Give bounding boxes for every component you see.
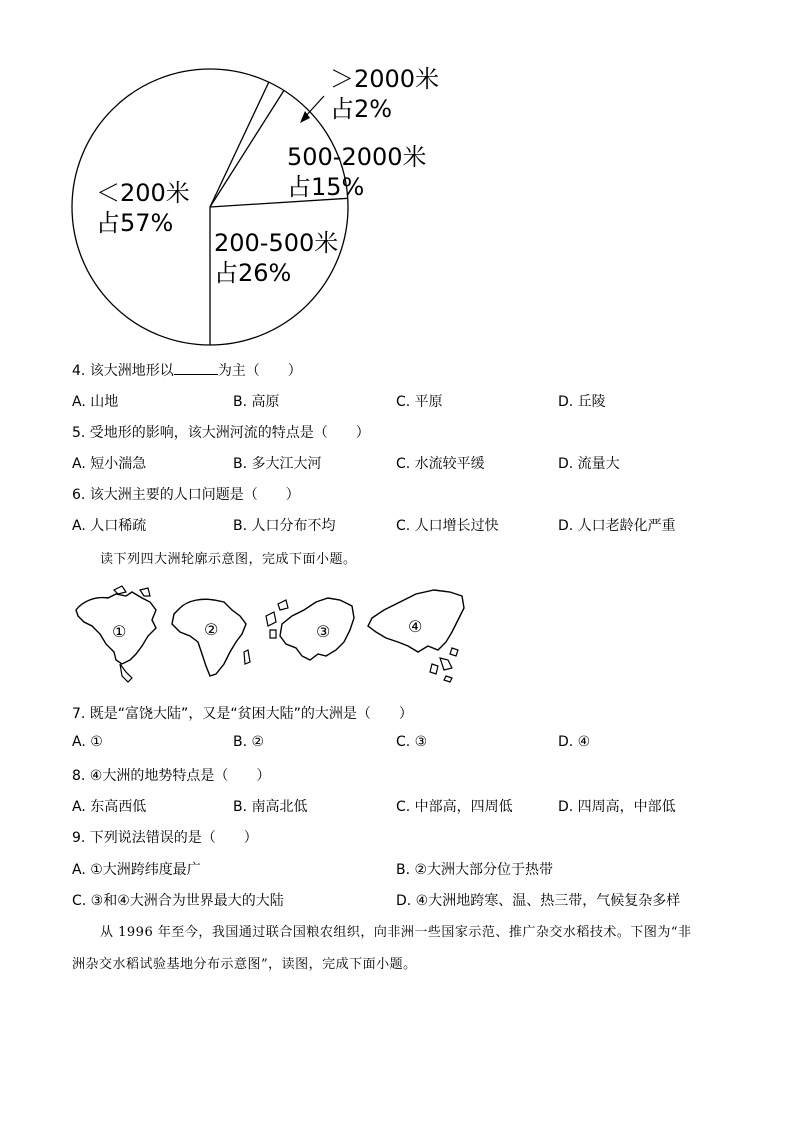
q5-option-c: C. 水流较平缓: [396, 456, 485, 472]
q6-option-d: D. 人口老龄化严重: [558, 518, 676, 534]
q7-option-a: A. ①: [72, 734, 103, 750]
intro-rice-line1: 从 1996 年至今，我国通过联合国粮农组织，向非洲一些国家示范、推广杂交水稻技术。下图为“非: [100, 925, 692, 940]
q9-option-d: D. ④大洲地跨寒、温、热三带，气候复杂多样: [396, 893, 681, 909]
q8-option-d: D. 四周高，中部低: [558, 799, 676, 815]
q4-option-b: B. 高原: [233, 394, 280, 410]
q6-option-a: A. 人口稀疏: [72, 518, 147, 534]
pie-label-gt2000-range: ＞2000米: [330, 65, 440, 93]
map-label-4: ④: [408, 617, 423, 636]
q8-option-b: B. 南高北低: [233, 799, 308, 815]
continent-maps: [60, 580, 480, 690]
q5-option-a: A. 短小湍急: [72, 456, 147, 472]
pie-boundary-lt200-gt2000: [210, 82, 269, 207]
pie-label-gt2000-pct: 占2%: [330, 95, 393, 123]
q4-option-d: D. 丘陵: [558, 394, 606, 410]
map-label-1: ①: [112, 622, 127, 641]
map-label-2: ②: [204, 620, 219, 639]
question-6: 6. 该大洲主要的人口问题是（ ）: [72, 487, 300, 503]
q7-option-c: C. ③: [396, 734, 428, 750]
pie-label-500-2000-range: 500-2000米: [287, 143, 427, 171]
pie-label-200-500-range: 200-500米: [214, 229, 339, 257]
question-8: 8. ④大洲的地势特点是（ ）: [72, 768, 271, 784]
map-label-3: ③: [316, 622, 331, 641]
q8-option-a: A. 东高西低: [72, 799, 147, 815]
q4-option-c: C. 平原: [396, 394, 443, 410]
pie-chart: [0, 0, 794, 360]
intro-rice-line2: 洲杂交水稻试验基地分布示意图”，读图，完成下面小题。: [72, 957, 417, 972]
map-north-america: [76, 586, 156, 682]
pie-boundary-gt2000-500-2000: [210, 91, 284, 208]
q9-option-c: C. ③和④大洲合为世界最大的大陆: [72, 893, 284, 909]
question-4-stem-b: 为主（ ）: [217, 363, 302, 379]
q7-option-b: B. ②: [233, 734, 265, 750]
q9-option-b: B. ②大洲大部分位于热带: [396, 862, 554, 878]
map-asia: [368, 590, 464, 682]
answer-blank: [174, 362, 218, 375]
q5-option-d: D. 流量大: [558, 456, 620, 472]
q9-option-a: A. ①大洲跨纬度最广: [72, 862, 201, 878]
pie-label-lt200-range: ＜200米: [96, 179, 190, 207]
pie-label-500-2000-pct: 占15%: [287, 173, 365, 201]
question-4-stem-a: 4. 该大洲地形以: [72, 363, 174, 379]
q4-option-a: A. 山地: [72, 394, 119, 410]
question-4: [72, 360, 302, 380]
map-africa: [172, 599, 250, 676]
question-5: 5. 受地形的影响，该大洲河流的特点是（ ）: [72, 425, 370, 441]
q6-option-c: C. 人口增长过快: [396, 518, 499, 534]
question-7: 7. 既是“富饶大陆”，又是“贫困大陆”的大洲是（ ）: [72, 706, 413, 722]
q8-option-c: C. 中部高，四周低: [396, 799, 513, 815]
intro-continents: 读下列四大洲轮廓示意图，完成下面小题。: [100, 552, 357, 567]
pie-label-200-500-pct: 占26%: [214, 259, 292, 287]
q5-option-b: B. 多大江大河: [233, 456, 322, 472]
question-9: 9. 下列说法错误的是（ ）: [72, 830, 258, 846]
map-europe: [266, 598, 354, 660]
q6-option-b: B. 人口分布不均: [233, 518, 336, 534]
q7-option-d: D. ④: [558, 734, 591, 750]
pie-label-lt200-pct: 占57%: [96, 209, 174, 237]
